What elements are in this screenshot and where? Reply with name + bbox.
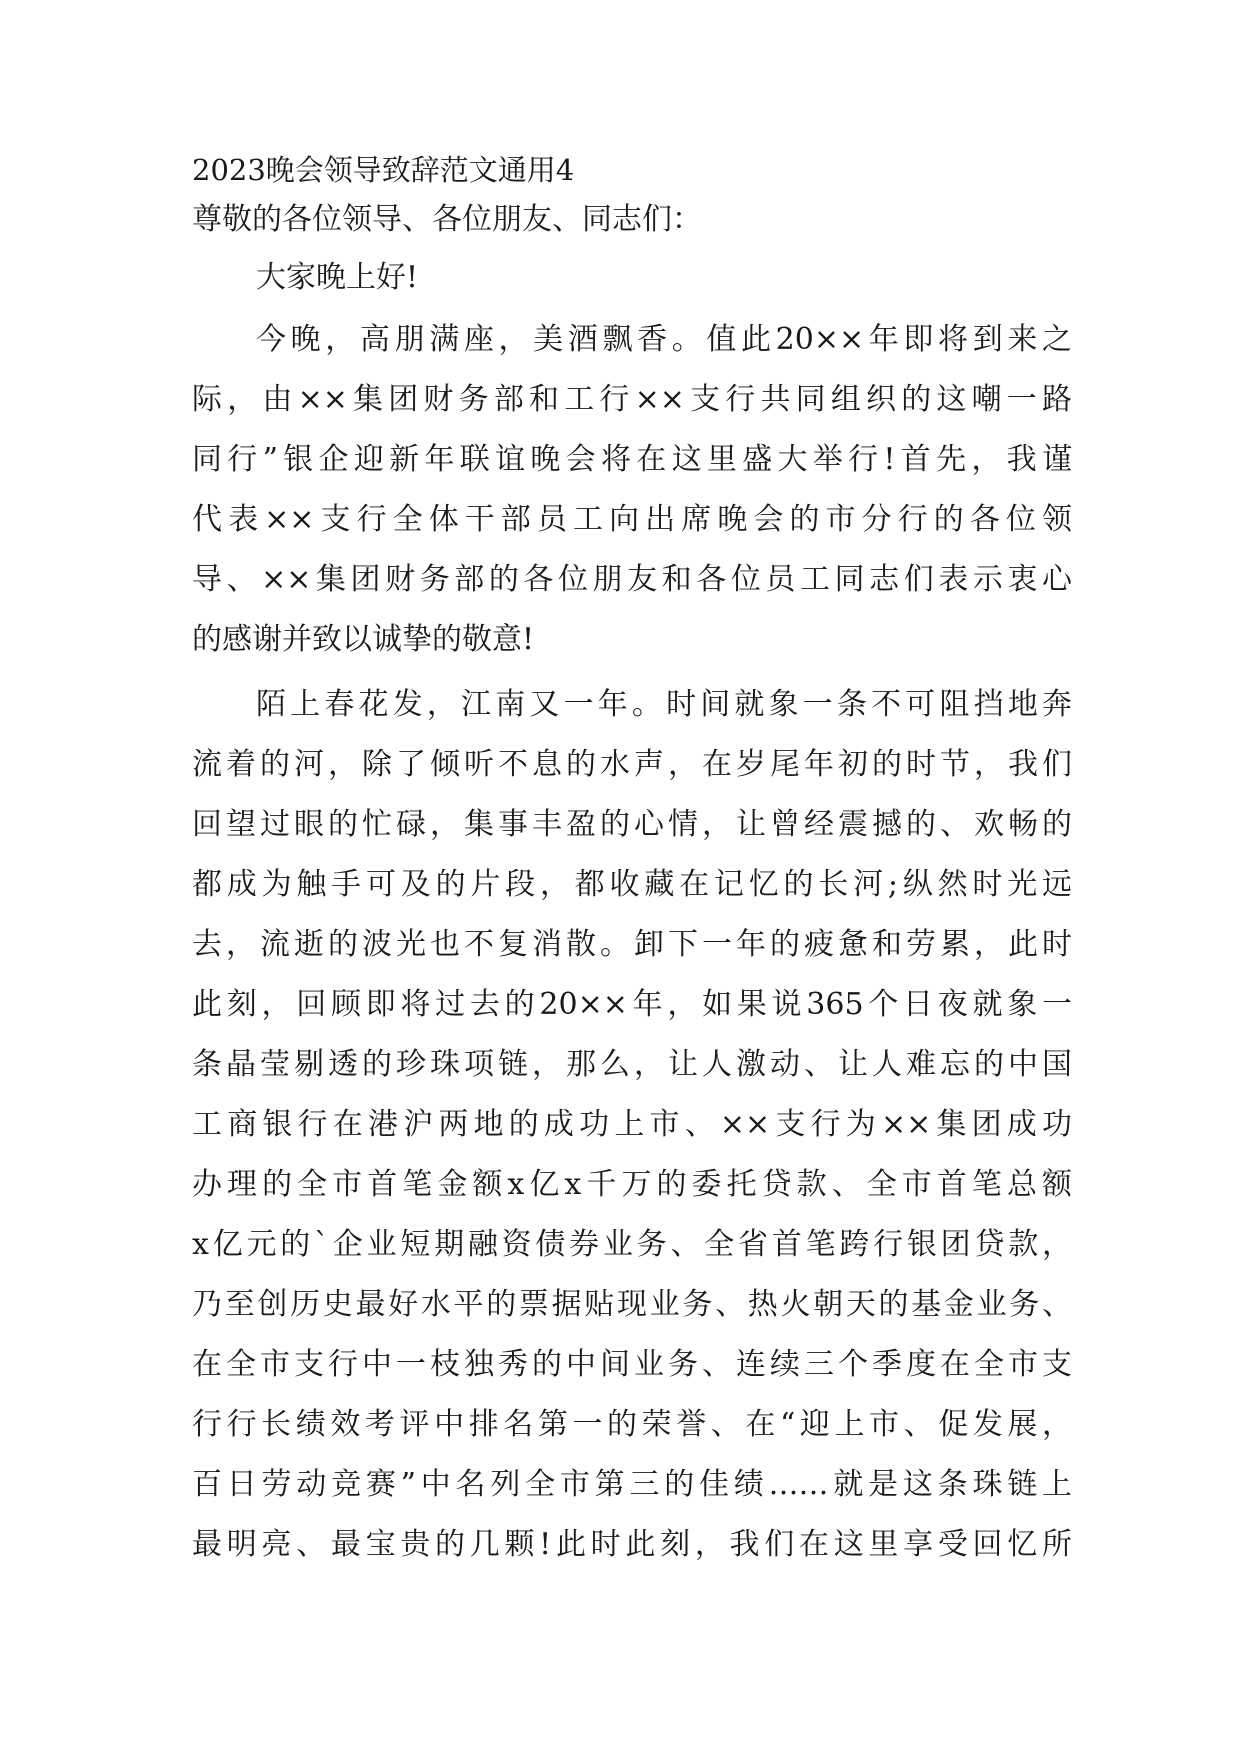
paragraph-2-line: 工商银行在港沪两地的成功上市、××支行为××集团成功 <box>192 1107 1072 1142</box>
paragraph-1-line: 导、××集团财务部的各位朋友和各位员工同志们表示衷心 <box>192 562 1072 597</box>
paragraph-2-line: x亿元的`企业短期融资债券业务、全省首笔跨行银团贷款， <box>192 1227 1072 1262</box>
paragraph-2-line: 陌上春花发，江南又一年。时间就象一条不可阻挡地奔 <box>256 687 1072 722</box>
paragraph-2-line: 行行长绩效考评中排名第一的荣誉、在“迎上市、促发展， <box>192 1407 1072 1442</box>
paragraph-2-line: 流着的河，除了倾听不息的水声，在岁尾年初的时节，我们 <box>192 747 1072 782</box>
paragraph-1-line: 的感谢并致以诚挚的敬意! <box>192 622 535 657</box>
paragraph-2-line: 最明亮、最宝贵的几颗!此时此刻，我们在这里享受回忆所 <box>192 1527 1072 1562</box>
paragraph-1-line: 际，由××集团财务部和工行××支行共同组织的这嘲一路 <box>192 382 1072 417</box>
paragraph-2-line: 去，流逝的波光也不复消散。卸下一年的疲惫和劳累，此时 <box>192 927 1072 962</box>
paragraph-1-line: 代表××支行全体干部员工向出席晚会的市分行的各位领 <box>192 502 1072 537</box>
document-title: 2023晚会领导致辞范文通用4 <box>192 153 575 187</box>
paragraph-2-line: 都成为触手可及的片段，都收藏在记忆的长河;纵然时光远 <box>192 867 1072 902</box>
paragraph-2-line: 乃至创历史最好水平的票据贴现业务、热火朝天的基金业务、 <box>192 1287 1072 1322</box>
salutation: 尊敬的各位领导、各位朋友、同志们： <box>192 202 702 237</box>
paragraph-2-line: 百日劳动竞赛”中名列全市第三的佳绩……就是这条珠链上 <box>192 1467 1072 1502</box>
greeting: 大家晚上好! <box>256 260 419 295</box>
paragraph-2-line: 条晶莹剔透的珍珠项链，那么，让人激动、让人难忘的中国 <box>192 1047 1072 1082</box>
paragraph-1-line: 今晚，高朋满座，美酒飘香。值此20××年即将到来之 <box>256 322 1072 357</box>
paragraph-2-line: 回望过眼的忙碌，集事丰盈的心情，让曾经震撼的、欢畅的 <box>192 807 1072 842</box>
paragraph-1-line: 同行”银企迎新年联谊晚会将在这里盛大举行!首先，我谨 <box>192 442 1072 477</box>
paragraph-2-line: 办理的全市首笔金额x亿x千万的委托贷款、全市首笔总额 <box>192 1167 1072 1202</box>
paragraph-2-line: 此刻，回顾即将过去的20××年，如果说365个日夜就象一 <box>192 987 1072 1022</box>
paragraph-2-line: 在全市支行中一枝独秀的中间业务、连续三个季度在全市支 <box>192 1347 1072 1382</box>
